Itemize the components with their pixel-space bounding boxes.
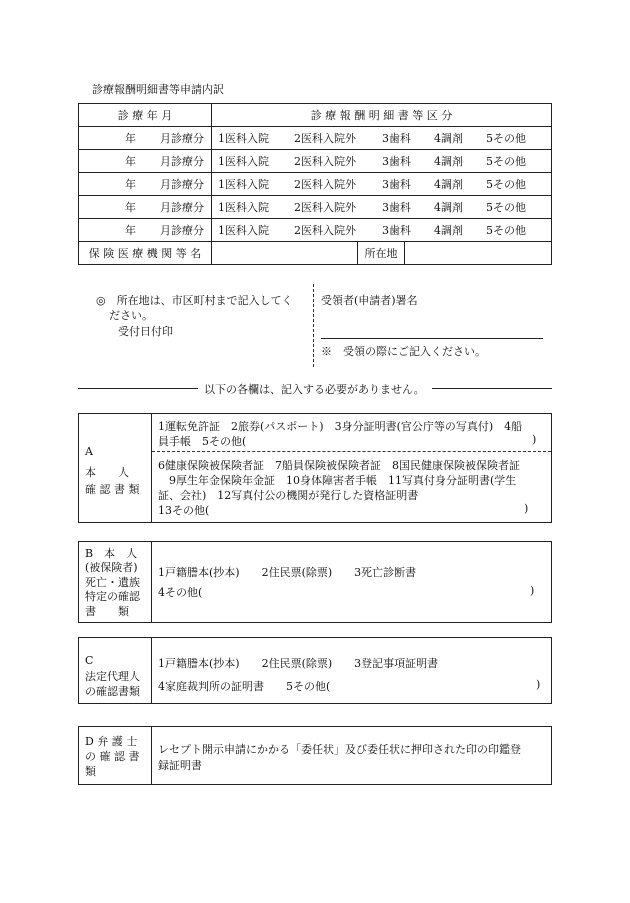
dashed-separator <box>152 451 551 452</box>
section-b: B 本 人 (被保険者) 死亡・遺族 特定の確認 書 類 1戸籍謄本(抄本) 2住民票(除票) 3死亡診断書 4その他( ) <box>78 541 552 623</box>
divider-left <box>78 388 198 389</box>
category-options: 1医科入院 2医科入院外 3歯科 4調剤 5その他 <box>212 150 552 173</box>
dashed-divider <box>313 284 314 367</box>
header-category: 診 療 報 酬 明 細 書 等 区 分 <box>212 104 552 127</box>
divider-text: 以下の各欄は、記入する必要がありません。 <box>204 383 425 396</box>
institution-name-field[interactable] <box>212 242 358 265</box>
section-a-label: A 本 人 確 認 書 類 <box>79 414 152 522</box>
divider-right <box>432 388 552 389</box>
category-options: 1医科入院 2医科入院外 3歯科 4調剤 5その他 <box>212 173 552 196</box>
section-c: C 法定代理人 の確認書類 1戸籍謄本(抄本) 2住民票(除票) 3登記事項証明書 4家庭裁判所の証明書 5その他( ) <box>78 637 552 704</box>
section-d: D 弁 護 士 の 確 認 書 類 レセプト開示申請にかかる「委任状」及び委任状に押印された印の印鑑登 録証明書 <box>78 726 552 785</box>
section-a: A 本 人 確 認 書 類 1運転免許証 2旅券(パスポート) 3身分証明書(官公庁等の写真付) 4船 員手帳 5その他( ) 6健康保険被保険者証 7船員保険被保険者証 8国民健康保険被保険者証 9厚生年金保険年金証 10身体障害者手帳 11写真付身分証明書(学生 証、会社) 12写真付公の機関が発行した資格証明書 13その他( ) <box>78 413 552 523</box>
signature-label: 受領者(申請者)署名 <box>321 294 418 307</box>
request-table <box>78 103 552 265</box>
category-options: 1医科入院 2医科入院外 3歯科 4調剤 5その他 <box>212 127 552 150</box>
address-note: ◎ 所在地は、市区町村まで記入してく <box>96 294 293 307</box>
section-c-label: C 法定代理人 の確認書類 <box>79 638 152 703</box>
category-options: 1医科入院 2医科入院外 3歯科 4調剤 5その他 <box>212 219 552 242</box>
table-row: 年 月診療分 1医科入院 2医科入院外 3歯科 4調剤 5その他 <box>79 127 552 150</box>
page-heading: 診療報酬明細書等申請内訳 <box>92 83 224 96</box>
table-row: 年 月診療分 1医科入院 2医科入院外 3歯科 4調剤 5その他 <box>79 219 552 242</box>
address-label: 所在地 <box>358 242 405 265</box>
header-period: 診 療 年 月 <box>79 104 212 127</box>
signature-line[interactable] <box>321 338 543 339</box>
signature-note: ※ 受領の際にご記入ください。 <box>321 345 486 358</box>
category-options: 1医科入院 2医科入院外 3歯科 4調剤 5その他 <box>212 196 552 219</box>
table-row: 年 月診療分 1医科入院 2医科入院外 3歯科 4調剤 5その他 <box>79 196 552 219</box>
table-row: 年 月診療分 1医科入院 2医科入院外 3歯科 4調剤 5その他 <box>79 150 552 173</box>
section-d-label: D 弁 護 士 の 確 認 書 類 <box>79 727 152 784</box>
table-row: 年 月診療分 1医科入院 2医科入院外 3歯科 4調剤 5その他 <box>79 173 552 196</box>
stamp-label: 受付日付印 <box>118 325 173 338</box>
address-field[interactable] <box>405 242 552 265</box>
institution-label: 保 険 医 療 機 関 等 名 <box>79 242 212 265</box>
address-note-cont: ださい。 <box>109 309 153 322</box>
section-b-label: B 本 人 (被保険者) 死亡・遺族 特定の確認 書 類 <box>79 542 152 622</box>
